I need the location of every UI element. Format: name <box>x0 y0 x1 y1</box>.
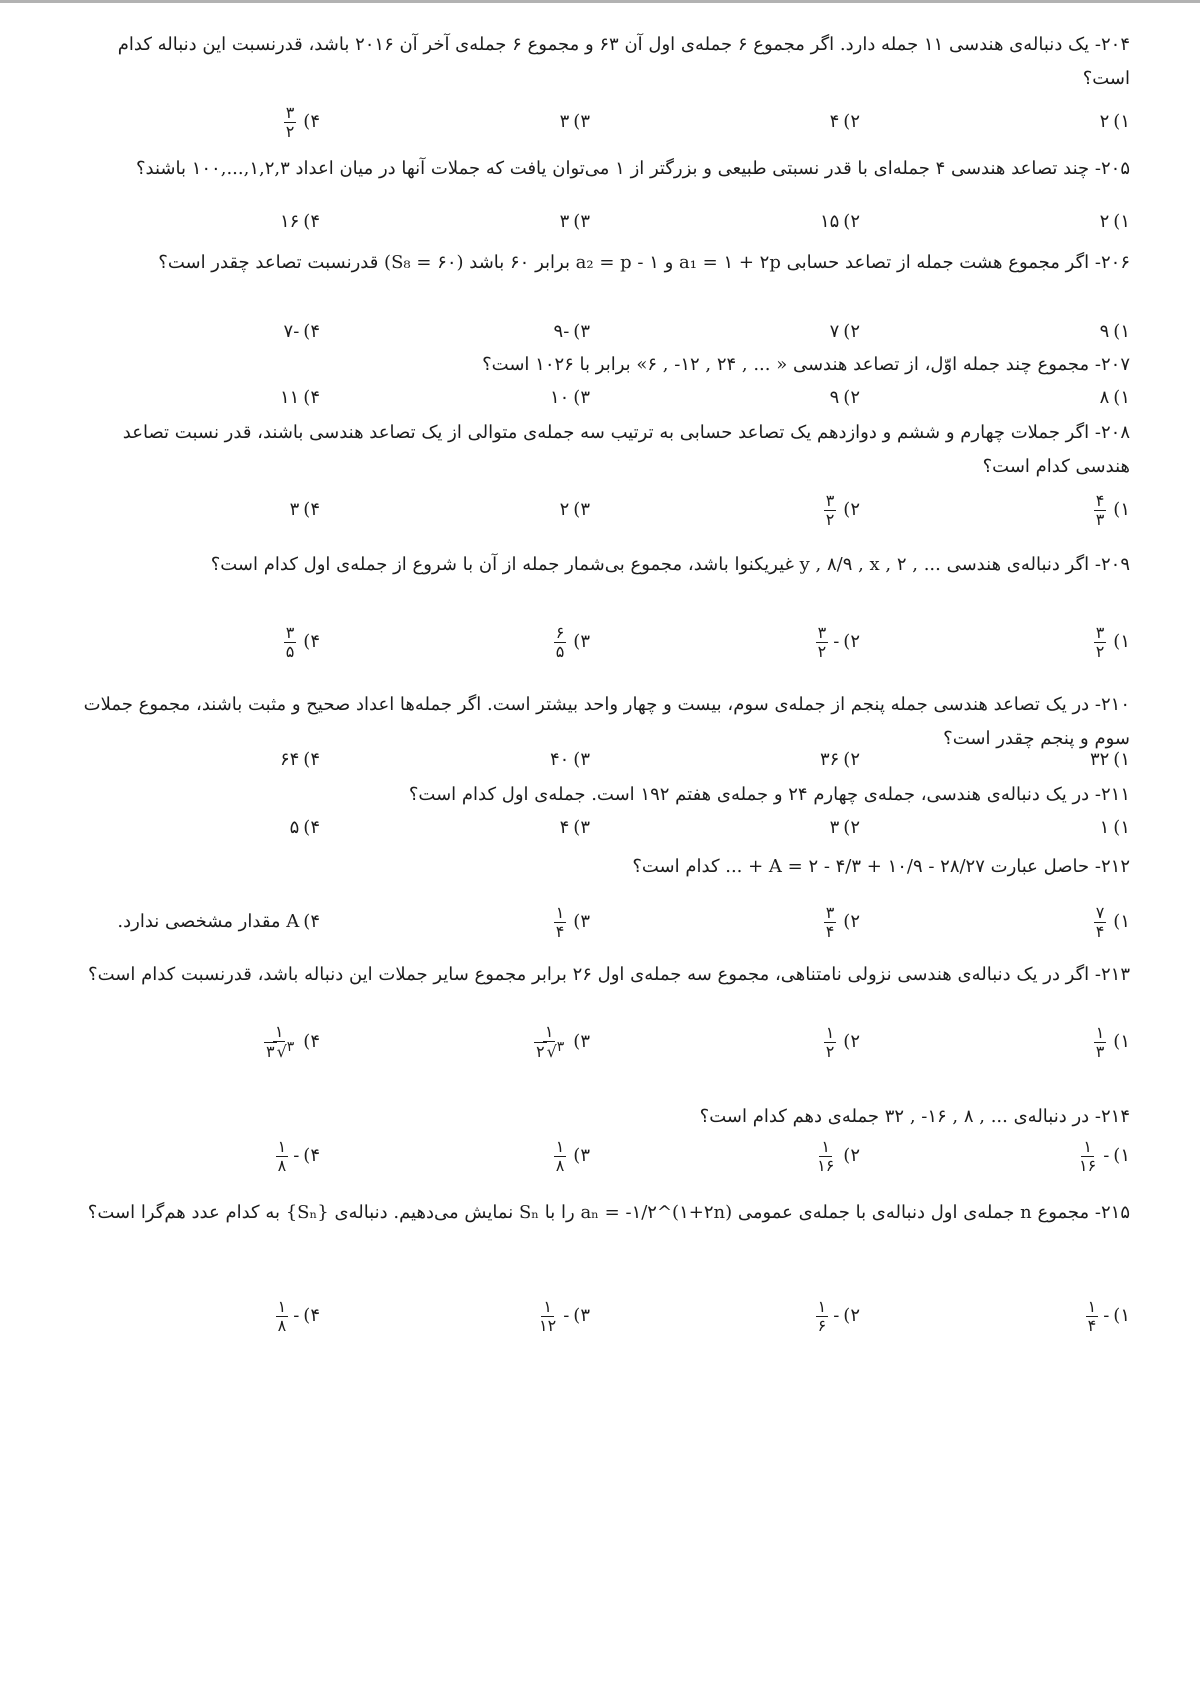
option-label: ۱) <box>1113 1305 1130 1326</box>
fraction <box>262 1023 296 1062</box>
question-text: ۲۰۴- یک دنباله‌ی هندسی ۱۱ جمله دارد. اگر مجموع ۶ جمله‌ی اول آن ۶۳ و مجموع ۶ جمله‌ی آخر آن ۲۰۱۶ باشد، قدرنسبت این دنباله کدام است؟ <box>117 34 1130 89</box>
option-1[interactable] <box>1100 808 1130 848</box>
fraction-denominator: ۵ <box>285 641 295 661</box>
option-label: ۱) <box>1113 211 1130 232</box>
question-text: ۲۰۵- چند تصاعد هندسی ۴ جمله‌ای با قدر نسبتی طبیعی و بزرگتر از ۱ می‌توان یافت که جملات آنها در میان اعداد ۱,۲,۳,...,۱۰۰ باشند؟ <box>135 158 1130 179</box>
option-label: ۱) <box>1113 749 1130 770</box>
option-1[interactable] <box>1091 490 1130 530</box>
fraction-numerator: ۳ <box>285 622 295 642</box>
option-2[interactable] <box>812 1136 860 1176</box>
option-value: ۲ <box>1099 211 1110 232</box>
question-text: ۲۱۲- حاصل عبارت A = ۲ - ۴/۳ + ۱۰/۹ - ۲۸/۲۷ + ... کدام است؟ <box>632 856 1130 877</box>
option-value: ۷ <box>829 321 840 342</box>
fraction-numerator: ۱ <box>821 1136 830 1156</box>
option-1[interactable] <box>1100 102 1130 142</box>
fraction-denominator: ۱۶ <box>817 1155 835 1175</box>
option-value: ۳ <box>829 817 840 838</box>
option-4[interactable] <box>281 622 320 662</box>
fraction <box>824 492 837 529</box>
option-4[interactable] <box>273 1296 320 1336</box>
option-3[interactable] <box>550 740 590 780</box>
fraction-denominator: ۱۲ <box>539 1315 557 1335</box>
option-label: ۲) <box>843 499 860 520</box>
fraction-numerator: ۱ <box>543 1296 552 1316</box>
option-1[interactable] <box>1083 1296 1130 1336</box>
options-row <box>80 202 1130 242</box>
option-label: ۲) <box>843 749 860 770</box>
option-label: ۳) <box>573 321 590 342</box>
option-label: ۱) <box>1113 321 1130 342</box>
fraction-denominator: ۲ <box>285 121 295 141</box>
fraction <box>284 624 297 661</box>
fraction <box>554 624 567 661</box>
option-2[interactable] <box>821 902 860 942</box>
option-2[interactable] <box>821 1022 860 1062</box>
options-row <box>80 1296 1130 1336</box>
option-value: ۱ <box>1099 817 1110 838</box>
fraction-numerator: ۴ <box>1095 490 1105 510</box>
option-value: ۴ <box>559 817 570 838</box>
option-label: ۳) <box>573 749 590 770</box>
option-label: ۳) <box>573 1305 590 1326</box>
fraction-numerator: ۱ <box>1087 1296 1097 1316</box>
option-3[interactable] <box>560 808 590 848</box>
fraction-numerator: ۱ <box>1083 1136 1092 1156</box>
fraction <box>554 904 567 941</box>
fraction-numerator: ۱ <box>817 1296 827 1316</box>
option-value: ۴۰ <box>549 749 570 770</box>
minus-sign: - <box>293 1145 300 1166</box>
fraction <box>1094 624 1107 661</box>
option-value: ۳ <box>559 111 570 132</box>
option-value: ۱۶ <box>279 211 300 232</box>
option-label: ۱) <box>1113 1145 1130 1166</box>
fraction-numerator: ۱ <box>544 1021 554 1041</box>
fraction-denominator: ۴ <box>1095 921 1105 941</box>
top-border-line <box>0 0 1200 3</box>
options-row <box>80 378 1130 418</box>
fraction-denominator: ۲ <box>1095 641 1105 661</box>
option-1[interactable] <box>1100 312 1130 352</box>
question-text: ۲۱۰- در یک تصاعد هندسی جمله پنجم از جمله‌ی سوم، بیست و چهار واحد بیشتر است. اگر جمله‌ها اعداد صحیح و مثبت باشند، مجموع جملات سوم و پنجم چقدر است؟ <box>83 694 1130 749</box>
option-value: ۱۱ <box>279 387 300 408</box>
option-label: ۱) <box>1113 817 1130 838</box>
fraction <box>824 904 837 941</box>
fraction-denominator: ۴ <box>1087 1315 1097 1335</box>
option-1[interactable] <box>1091 622 1130 662</box>
option-value: ۲ <box>1099 111 1110 132</box>
option-value: ۱۰ <box>549 387 570 408</box>
option-label: ۳) <box>573 387 590 408</box>
option-4[interactable] <box>281 102 320 142</box>
fraction <box>816 1298 829 1335</box>
question-205 <box>80 152 1130 186</box>
option-value: A مقدار مشخصی ندارد. <box>117 911 300 932</box>
fraction <box>816 624 829 661</box>
question-206 <box>80 246 1130 280</box>
fraction <box>284 104 297 141</box>
fraction-denominator: ۱۶ <box>1079 1155 1097 1175</box>
option-1[interactable] <box>1090 740 1130 780</box>
option-label: ۲) <box>843 321 860 342</box>
fraction <box>1094 904 1107 941</box>
option-label: ۲) <box>843 1145 860 1166</box>
radical-sign: √ <box>276 1041 287 1061</box>
option-2[interactable] <box>830 808 860 848</box>
option-label: ۳) <box>573 911 590 932</box>
fraction-numerator: ۱ <box>274 1021 284 1041</box>
option-value: ۴ <box>829 111 840 132</box>
option-value: ۳۲ <box>1089 749 1110 770</box>
option-label: ۳) <box>573 499 590 520</box>
fraction-denominator <box>532 1038 566 1062</box>
option-label: ۱) <box>1113 499 1130 520</box>
options-row <box>80 622 1130 662</box>
option-3[interactable] <box>554 312 590 352</box>
option-label: ۳) <box>573 817 590 838</box>
option-value: ۳ <box>289 499 300 520</box>
option-label: ۴) <box>303 1031 320 1052</box>
option-value: ۹ <box>1099 321 1110 342</box>
option-value: ۶۴ <box>279 749 300 770</box>
root-index: ۳ <box>556 1038 565 1055</box>
option-1[interactable] <box>1074 1136 1130 1176</box>
option-label: ۱) <box>1113 911 1130 932</box>
option-label: ۱) <box>1113 111 1130 132</box>
question-text: ۲۰۹- اگر دنباله‌ی هندسی ... , y , ۸/۹ , x , ۲ غیریکنوا باشد، مجموع بی‌شمار جمله از آن با شروع از جمله‌ی اول کدام است؟ <box>210 554 1130 575</box>
fraction-denominator: ۶ <box>817 1315 827 1335</box>
fraction <box>1086 1298 1099 1335</box>
fraction-numerator: ۳ <box>1095 622 1105 642</box>
fraction-denominator: ۴ <box>825 921 835 941</box>
fraction-numerator: ۱ <box>825 1022 835 1042</box>
option-label: ۴) <box>303 817 320 838</box>
radical-sign: √ <box>546 1041 557 1061</box>
option-label: ۱) <box>1113 631 1130 652</box>
fraction-numerator: ۳ <box>825 902 835 922</box>
option-1[interactable] <box>1091 1022 1130 1062</box>
fraction <box>276 1298 289 1335</box>
fraction <box>815 1138 836 1175</box>
fraction-numerator: ۱ <box>555 902 565 922</box>
option-label: ۳) <box>573 211 590 232</box>
radicand: ۳ <box>265 1041 275 1061</box>
option-value: ۸ <box>1099 387 1110 408</box>
option-label: ۴) <box>303 911 320 932</box>
options-row <box>80 1136 1130 1176</box>
fraction <box>554 1138 567 1175</box>
question-text: ۲۱۳- اگر در یک دنباله‌ی هندسی نزولی نامتناهی، مجموع سه جمله‌ی اول ۲۶ برابر مجموع سایر جملات این دنباله باشد، قدرنسبت کدام است؟ <box>88 964 1130 985</box>
fraction-numerator: ۱ <box>277 1136 287 1156</box>
fraction-denominator: ۲ <box>825 509 835 529</box>
option-label: ۴) <box>303 631 320 652</box>
option-label: ۴) <box>303 1305 320 1326</box>
question-text: ۲۱۱- در یک دنباله‌ی هندسی، جمله‌ی چهارم ۲۴ و جمله‌ی هفتم ۱۹۲ است. جمله‌ی اول کدام است؟ <box>408 784 1130 805</box>
question-212 <box>80 850 1130 884</box>
option-4[interactable] <box>273 1136 320 1176</box>
fraction <box>1077 1138 1098 1175</box>
option-label: ۴) <box>303 749 320 770</box>
radicand: ۲ <box>535 1041 545 1061</box>
option-1[interactable] <box>1100 202 1130 242</box>
option-value: ۲ <box>559 499 570 520</box>
option-label: ۲) <box>843 817 860 838</box>
question-text: ۲۱۴- در دنباله‌ی ... , ۸ , ۱۶- , ۳۲ جمله‌ی دهم کدام است؟ <box>699 1106 1130 1127</box>
fraction-numerator: ۱ <box>1095 1022 1105 1042</box>
option-label: ۳) <box>573 111 590 132</box>
fraction-denominator: ۳ <box>1095 509 1105 529</box>
question-209 <box>80 548 1130 582</box>
minus-sign: - <box>563 1305 570 1326</box>
fraction <box>1094 1024 1107 1061</box>
option-value: -۷ <box>283 321 300 342</box>
option-label: ۱) <box>1113 387 1130 408</box>
fraction-numerator: ۳ <box>285 102 295 122</box>
option-4[interactable] <box>290 490 320 530</box>
options-row <box>80 1022 1130 1062</box>
option-value: ۳۶ <box>819 749 840 770</box>
question-214 <box>80 1100 1130 1134</box>
fraction-denominator: ۲ <box>817 641 827 661</box>
question-text: ۲۰۶- اگر مجموع هشت جمله از تصاعد حسابی a₁ = ۱ + ۲p و a₂ = p - ۱ برابر ۶۰ باشد (S₈ = ۶۰) قدرنسبت تصاعد چقدر است؟ <box>158 252 1130 273</box>
option-label: ۲) <box>843 631 860 652</box>
option-3[interactable] <box>529 1022 590 1062</box>
root-index: ۳ <box>286 1038 295 1055</box>
option-3[interactable] <box>550 378 590 418</box>
option-label: ۴) <box>303 321 320 342</box>
options-row <box>80 490 1130 530</box>
question-204 <box>80 28 1130 96</box>
minus-sign: - <box>1103 1305 1110 1326</box>
option-1[interactable] <box>1091 902 1130 942</box>
option-label: ۱) <box>1113 1031 1130 1052</box>
option-3[interactable] <box>560 202 590 242</box>
option-3[interactable] <box>534 1296 590 1336</box>
fraction-numerator: ۱ <box>277 1296 287 1316</box>
option-value: ۱۵ <box>819 211 840 232</box>
option-3[interactable] <box>551 1136 590 1176</box>
option-value: ۹ <box>829 387 840 408</box>
fraction-numerator: ۳ <box>825 490 835 510</box>
question-text: ۲۰۸- اگر جملات چهارم و ششم و دوازدهم یک تصاعد حسابی به ترتیب سه جمله‌ی متوالی از یک تصاعد هندسی باشند، قدر نسبت تصاعد هندسی کدام است؟ <box>122 422 1130 477</box>
fraction <box>532 1023 566 1062</box>
question-text: ۲۱۵- مجموع n جمله‌ی اول دنباله‌ی با جمله‌ی عمومی aₙ = -۱/۲^(۱+۲n) را با Sₙ نمایش می‌دهیم. دنباله‌ی {Sₙ} به کدام عدد هم‌گرا است؟ <box>87 1202 1130 1223</box>
fraction-denominator: ۳ <box>1095 1041 1105 1061</box>
option-label: ۲) <box>843 911 860 932</box>
fraction-denominator: ۸ <box>555 1155 565 1175</box>
option-value: -۹ <box>553 321 570 342</box>
option-2[interactable] <box>830 102 860 142</box>
option-2[interactable] <box>813 1296 860 1336</box>
options-row <box>80 808 1130 848</box>
fraction-denominator <box>262 1038 296 1062</box>
option-3[interactable] <box>551 902 590 942</box>
fraction-denominator: ۵ <box>555 641 565 661</box>
options-row <box>80 312 1130 352</box>
fraction-numerator: ۷ <box>1095 902 1105 922</box>
options-row <box>80 902 1130 942</box>
option-label: ۲) <box>843 1305 860 1326</box>
option-label: ۴) <box>303 387 320 408</box>
fraction-numerator: ۳ <box>817 622 827 642</box>
option-4[interactable] <box>280 378 320 418</box>
option-1[interactable] <box>1100 378 1130 418</box>
fraction-numerator: ۱ <box>555 1136 565 1156</box>
option-label: ۳) <box>573 631 590 652</box>
option-4[interactable] <box>259 1022 320 1062</box>
fraction-denominator: ۲ <box>825 1041 835 1061</box>
option-2[interactable] <box>820 740 860 780</box>
option-label: ۳) <box>573 1031 590 1052</box>
option-value: ۳ <box>559 211 570 232</box>
option-4[interactable] <box>280 202 320 242</box>
minus-sign: - <box>1103 1145 1110 1166</box>
option-label: ۲) <box>843 1031 860 1052</box>
question-211 <box>80 778 1130 812</box>
option-4[interactable] <box>117 902 320 942</box>
question-213 <box>80 958 1130 992</box>
option-2[interactable] <box>821 490 860 530</box>
minus-sign: - <box>833 631 840 652</box>
question-text: ۲۰۷- مجموع چند جمله اوّل، از تصاعد هندسی « ... , ۲۴ , ۱۲- , ۶» برابر با ۱۰۲۶ است؟ <box>482 354 1130 375</box>
minus-sign: - <box>833 1305 840 1326</box>
options-row <box>80 740 1130 780</box>
options-row <box>80 102 1130 142</box>
option-3[interactable] <box>560 102 590 142</box>
option-label: ۴) <box>303 111 320 132</box>
option-label: ۴) <box>303 1145 320 1166</box>
question-207 <box>80 348 1130 382</box>
question-208 <box>80 416 1130 484</box>
option-4[interactable] <box>290 808 320 848</box>
question-215 <box>80 1196 1130 1230</box>
option-value: ۵ <box>289 817 300 838</box>
option-3[interactable] <box>560 490 590 530</box>
option-2[interactable] <box>830 312 860 352</box>
option-label: ۲) <box>843 211 860 232</box>
option-label: ۲) <box>843 111 860 132</box>
option-label: ۴) <box>303 211 320 232</box>
option-4[interactable] <box>284 312 320 352</box>
fraction <box>537 1298 558 1335</box>
fraction-denominator: ۸ <box>277 1155 287 1175</box>
fraction-denominator: ۴ <box>555 921 565 941</box>
option-3[interactable] <box>551 622 590 662</box>
fraction <box>1094 492 1107 529</box>
fraction-numerator: ۶ <box>555 622 565 642</box>
option-2[interactable] <box>820 202 860 242</box>
option-2[interactable] <box>813 622 860 662</box>
fraction <box>276 1138 289 1175</box>
minus-sign: - <box>293 1305 300 1326</box>
option-4[interactable] <box>280 740 320 780</box>
option-label: ۳) <box>573 1145 590 1166</box>
fraction <box>824 1024 837 1061</box>
option-label: ۲) <box>843 387 860 408</box>
option-label: ۴) <box>303 499 320 520</box>
option-2[interactable] <box>830 378 860 418</box>
fraction-denominator: ۸ <box>277 1315 287 1335</box>
